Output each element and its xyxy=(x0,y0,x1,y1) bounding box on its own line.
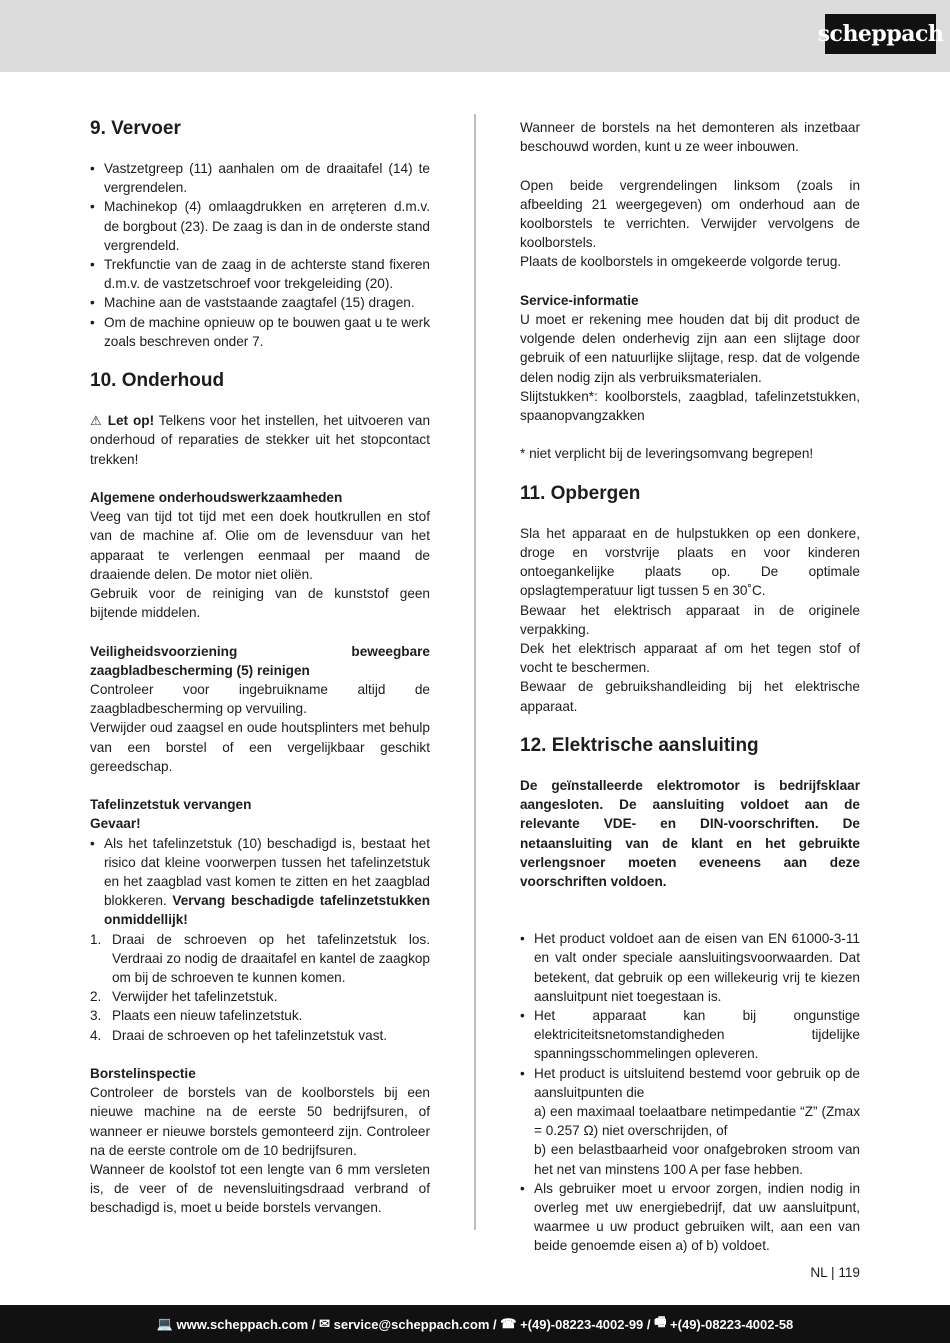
paragraph: Gebruik voor de reiniging van de kunststof geen bijtende middelen. xyxy=(90,586,430,621)
list-item: • Machinekop (4) omlaagdrukken en arręteren d.m.v. de borgbout (23). De zaag is dan in de onderste stand vergrendeld. xyxy=(90,199,430,253)
computer-icon: 💻 xyxy=(156,1316,173,1331)
paragraph: Bewaar het elektrisch apparaat in de originele verpakking. xyxy=(520,602,860,637)
footer-bar: 💻 www.scheppach.com / ✉ service@scheppach.com / ☎ +(49)-08223-4002-99 / 🖷 +(49)-08223-4002-58 xyxy=(0,1305,950,1343)
list-item: • Trekfunctie van de zaag in de achterste stand fixeren d.m.v. de vastzetschroef voor trekgeleiding (20). xyxy=(90,257,430,292)
paragraph: Bewaar de gebruikshandleiding bij het elektrische apparaat. xyxy=(520,679,860,714)
paragraph: Sla het apparaat en de hulpstukken op een donkere, droge en vorstvrije plaats en voor kinderen ontoegankelijke plaats op. De optimale opslagtemperatuur ligt tussen 5 en 30˚C. xyxy=(520,525,860,599)
paragraph: Verwijder oud zaagsel en oude houtsplinters met behulp van een borstel of een vergelijkbaar geschikt gereedschap. xyxy=(90,720,430,774)
section-12-title: 12. Elektrische aansluiting xyxy=(520,735,759,757)
safety-device-heading: Veiligheidsvoorziening beweegbare zaagbladbescherming (5) reinigen xyxy=(90,643,430,678)
paragraph: Controleer voor ingebruikname altijd de zaagbladbescherming op vervuiling. xyxy=(90,682,430,717)
warning-paragraph: ⚠ Let op! Telkens voor het instellen, het uitvoeren van onderhoud of reparaties de stekker uit het stopcontact trekken! xyxy=(90,413,431,467)
list-item: • Het product voldoet aan de eisen van EN 61000-3-11 en valt onder speciale aansluitingsvoorwaarden. Dat betekent, dat gebruik op een willekeurig vrij te kiezen aansluitpunt niet toegestaan is. xyxy=(520,931,860,1004)
electrical-list xyxy=(520,929,860,1255)
footnote: * niet verplicht bij de leveringsomvang begrepen! xyxy=(520,446,814,462)
list-item: 2. Verwijder het tafelinzetstuk. xyxy=(90,989,278,1005)
paragraph: Plaats de koolborstels in omgekeerde volgorde terug. xyxy=(520,254,842,270)
list-item: • Om de machine opnieuw op te bouwen gaat u te werk zoals beschreven onder 7. xyxy=(90,314,430,349)
paragraph: Controleer de borstels van de koolborstels bij een nieuwe machine na de eerste 50 bedrijfsuren, of wanneer er nieuwe borstels gemonteerd zijn. Controleer na de eerste controle om de 10 bedrijfsuren. xyxy=(90,1085,430,1158)
list-item: • Het product is uitsluitend bestemd voor gebruik op de aansluitpunten die a) een maximaal toelaatbare netimpedantie “Z” (Zmax = 0.257 Ω) niet overschrijden, of b) een belastbaarheid voor onafgebroken stroom van het net van minstens 100 A per fase hebben. xyxy=(520,1065,860,1177)
phone-icon: ☎ xyxy=(500,1316,517,1331)
list-item: • Het apparaat kan bij ongunstige elektriciteitsnetomstandigheden tijdelijke spanningsschommelingen opleveren. xyxy=(520,1008,860,1062)
brush-inspection-heading: Borstelinspectie xyxy=(90,1066,196,1082)
list-item: • Machine aan de vaststaande zaagtafel (15) dragen. xyxy=(90,295,415,311)
list-item: • Vastzetgreep (11) aanhalen om de draaitafel (14) te vergrendelen. xyxy=(90,161,430,196)
danger-label: Gevaar! xyxy=(90,816,141,832)
column-divider xyxy=(474,114,476,1230)
fax-number: +(49)-08223-4002-58 xyxy=(670,1316,794,1332)
list-item: 1. Draai de schroeven op het tafelinzetstuk los. Verdraai zo nodig de draaitafel en kantel de zaagkop om bij de schroeven te kunnen komen. xyxy=(90,931,430,986)
paragraph: U moet er rekening mee houden dat bij dit product de volgende delen onderhevig zijn aan een slijtage door gebruik of een natuurlijke slijtage, resp. dat de volgende delen nodig zijn als verbruiksmaterialen. xyxy=(520,312,860,385)
paragraph: Wanneer de koolstof tot een lengte van 6 mm versleten is, de veer of de nevensluitingsdraad verbrand of beschadigd is, moet u beide borstels vervangen. xyxy=(90,1162,430,1216)
paragraph: Wanneer de borstels na het demonteren als inzetbaar beschouwd worden, kunt u ze weer inbouwen. xyxy=(520,120,860,155)
section-10-title: 10. Onderhoud xyxy=(90,370,225,392)
list-item: 4. Draai de schroeven op het tafelinzetstuk vast. xyxy=(90,1027,388,1043)
paragraph: Slijtstukken*: koolborstels, zaagblad, tafelinzetstukken, spaanopvangzakken xyxy=(520,388,860,424)
table-insert-steps xyxy=(90,930,430,1045)
service-info-heading: Service-informatie xyxy=(520,292,639,308)
website-link[interactable]: www.scheppach.com xyxy=(176,1316,309,1332)
transport-list xyxy=(90,159,430,351)
right-column xyxy=(520,118,860,1256)
table-insert-heading: Tafelinzetstuk vervangen xyxy=(90,797,252,813)
paragraph: Dek het elektrisch apparaat af om het tegen stof of vocht te beschermen. xyxy=(520,641,860,676)
left-column xyxy=(90,118,430,1218)
section-9-title: 9. Vervoer xyxy=(90,118,181,139)
fax-icon: 🖷 xyxy=(654,1314,667,1329)
paragraph: Veeg van tijd tot tijd met een doek houtkrullen en stof van de machine af. Olie om de levensduur van het apparaat te verlengen eenmaal per maand de draaiende delen. De motor niet oliën. xyxy=(90,509,430,582)
email-link[interactable]: service@scheppach.com xyxy=(333,1316,490,1332)
section-11-title: 11. Opbergen xyxy=(520,482,641,504)
general-maintenance-heading: Algemene onderhoudswerkzaamheden xyxy=(90,490,343,506)
list-item: • Als gebruiker moet u ervoor zorgen, indien nodig in overleg met uw energiebedrijf, dat uw aansluitpunt, waarmee u uw product gebruiken wilt, aan een van beide genoemde eisen a) of b) voldoet. xyxy=(520,1180,860,1254)
table-insert-warning-list xyxy=(90,834,430,930)
warning-triangle-icon: ⚠ xyxy=(90,413,103,429)
list-item: 3. Plaats een nieuw tafelinzetstuk. xyxy=(90,1008,303,1024)
list-item: • Als het tafelinzetstuk (10) beschadigd is, bestaat het risico dat kleine voorwerpen tussen het tafelinzetstuk en het zaagblad vast komen te zitten en het zaagblad blokkeren. Vervang beschadigde tafelinzetstukken onmiddellijk! xyxy=(90,835,430,928)
paragraph: Open beide vergrendelingen linksom (zoals in afbeelding 21 weergegeven) om onderhoud aan de koolborstels te verrichten. Verwijder vervolgens de koolborstels. xyxy=(520,177,860,251)
mail-icon: ✉ xyxy=(319,1316,330,1331)
header-bar xyxy=(0,0,950,72)
phone-number: +(49)-08223-4002-99 xyxy=(520,1316,644,1332)
electrical-intro: De geïnstalleerde elektromotor is bedrijfsklaar aangesloten. De aansluiting voldoet aan de relevante VDE- en DIN-voorschriften. De netaansluiting van de klant en het gebruikte verlengsnoer moeten eveneens aan deze voorschriften voldoen. xyxy=(520,778,860,890)
page-number: NL | 119 xyxy=(810,1265,860,1280)
brand-logo: scheppach xyxy=(825,14,936,54)
